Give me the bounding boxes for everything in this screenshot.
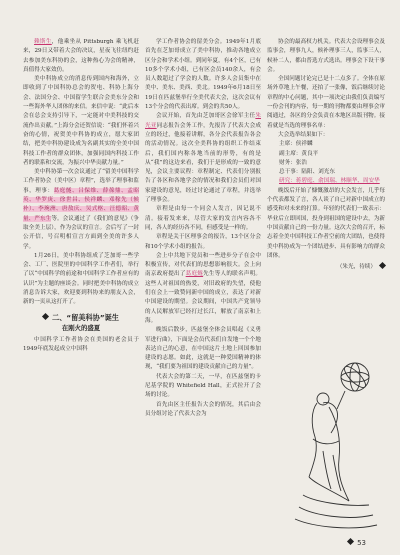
diamond-icon — [347, 538, 354, 545]
role-item: 财务：张浩 — [279, 159, 307, 166]
role-item: 主席：侯祥麟 — [279, 141, 313, 148]
paragraph: 代表大会的第二天，一早，在匹兹堡的卡尼基学院的 Whitefield Hall，正式拉开了会场的讨论。 — [145, 373, 261, 399]
paragraph: 晚饭后散步，匹兹堡全体会员唱起《义勇军进行曲》，下面是会员代表们自发地一个个地表达自己的心意，在中国这片土地上回国参加建设的志愿。如此，这就是一种爱国精神的体现，“我们要为祖国的建设贡献自己的力量”。 — [145, 327, 261, 371]
section-subtitle: 在刚火的盛夏 — [61, 323, 101, 332]
paragraph: 会议开始，首先由芝加哥区会徐军主任朱光亚同志报告会务工作，先报告了代表大会成立的经过，他接着讲解，各分会代表报告各会的活动情况。这次全美科协的组织工作结束后，我们国内称各地当前的形势，有的是从“我”的这边来看，我们于是形成的一致的意见，会议主要议程：章程制定、代表们分别报告了各区和各地学会的情况和我们会员们对国家建设的意见，经过讨论通过了章程，并选举了理事会。 — [145, 113, 261, 204]
paragraph: 1月26日，美中科协组成了芝加哥一些学会、工厂、医院里的中国科学工作者们，举行了以“中国科学的前途和中国科学工作者应有的认识”为主题的座谈会。同时把美中科协的成立消息告诉大家，欢迎要到科协来的朋友入会，新的一页从这打开了。 — [23, 252, 139, 306]
atom-statue-illustration — [283, 355, 383, 533]
paragraph: 章程是关于区理事会的报告，13个区分会和10个学术小组的报告。 — [145, 234, 261, 250]
section-title: 二、“留美科协”诞生 — [23, 313, 139, 323]
paragraph: 中国科学工作者协会在美国的老会员于1949年底发起成立中国科 — [23, 336, 139, 352]
role-item: 副主席：黄良平 — [279, 150, 319, 157]
role-item: 总干事：陆阳、刘光东 — [279, 169, 335, 176]
paragraph: 章程是由每一个同会人发言，因记说不清。接着发来来，尽管大家的发言内容各不同，各人的经历各不同，但感受是一样的。 — [145, 206, 261, 231]
paragraph: 协会的最高权力机关。代表大会设理事会及监事会，理事九人，候补理事三人，监事三人，候补二人，都由普选方式选出。理事会下设干事会。 — [267, 39, 385, 73]
page-number: 53 — [348, 539, 366, 547]
role-item: 研究：蒋碧庭、俞国瑞、林顺华、周安华 — [279, 178, 380, 185]
signature: （朱光，待续） — [267, 263, 385, 272]
highlighted-names: 葛庭燧、吕保维、薛葆鼎、孟昭英、华罗庚、徐世昌、侯祥麟、邓稼先（候补）、李琬洲、唐敖庆、吴式枢、汪德昭、黄量、严东生 — [23, 187, 139, 222]
paragraph: 全国问题讨论完已是十二点多了。全体在原场外草地上午餐，还拍了一张像，饭后继续讨论章程的中心问题，其中一项决定由我们负责编写一份会刊的内容，每一期的刊物都要由理事会审阅通过，各区的分会负责在本地区出版刊物。接着就是当选的理事名单： — [267, 76, 385, 129]
highlighted-name: 赖斯生 — [34, 39, 52, 45]
diamond-icon — [42, 313, 49, 320]
paragraph: 赖斯生，他乘坐从 Pittsburgh 乘飞机赶来，29日又带着大会的决议，星夜飞往纽约赶去参加美东科协的会，这种热心为会的精神，真值得大家效仿。 — [23, 39, 139, 73]
end-diamond-icon — [379, 262, 386, 269]
paragraph: 美中科协第一次会议通过了“留美中国科学工作者协会（美中区）章程”，选举了理事和监事，理事：葛庭燧、吕保维、薛葆鼎、孟昭英、华罗庚、徐世昌、侯祥麟、邓稼先（候补）、李琬洲、唐敖庆、吴式枢、汪德昭、黄量、严东生等。会议通过了《我们的意见》（争取全美上层），作为会议的宣言。会后写了一封公开信，号召明相宣言方面到全美的许多人学。 — [23, 169, 139, 250]
paragraph: 学工作者协会的留美分会。1949年1月底首先在芝加哥成立了美中科协，推动各地成立区分会和学术小组。到同年夏，有4个区，已有10多个学术小组，已有区会员140余人，有会员人数超过了学会的人数。许多人会员集中在美中、美东、美西、美北。1949年6月18日至19日在匹兹堡举行全美代表大会，这次会议有13个分会的代表出席。到会的共50人。 — [145, 39, 261, 111]
paragraph: 首先由区主任报告大会的情况，其后由会员分组讨论了代表大会为 — [145, 401, 261, 417]
highlighted-name: 葛庭燧 — [185, 271, 204, 278]
highlighted-name: 朱光亚 — [145, 113, 261, 129]
paragraph: 晚饭后开始了慷慨激昂的大会发言，几乎每个代表都发了言，各人谈了自己对新中国成立的感受和对未来的打算。年轻的代表们一致表示：毕业后立即回国，投身到祖国的建设中去，为新中国贡献自己的一份力量。这次大会的召开，标志着全美中国科技工作者空前的大团结，也使得美中科协成为一个团结进步、具有影响力的群众团体。 — [267, 187, 385, 259]
role-list — [267, 140, 385, 186]
paragraph: 美中科协成立的消息传到国内和海外，立即收到了中国科协总会的贺电、科协上海分会、法国分会、中国留学生联合会美东分会和一些海外华人团体的来信。来信中说：“此后本会在总会支持引导下，一定能对中美科技的交流作出贡献。”上海分会还贺信说：“我们怀着兴奋的心情，祝贺美中科协的成立，愿大家团结，把美中科协建设成为名副其实的全美中国科技工作者的群众团体，加强同国内科技工作者的联系和交流，为振兴中华贡献力量。” — [23, 76, 139, 166]
column-2 — [145, 38, 261, 419]
column-3 — [267, 38, 385, 272]
paragraph: 大会选举结果如下： — [278, 131, 329, 138]
paragraph: 会上中共地下党员和一些进步分子在会中积极宣传，对代表们的思想影响很大。会上向南京政府提出了葛庭燧先生等人的联名声明。这些人对祖国的热爱，对旧政府的失望，使他们在会上一致赞同新中国的成立，表达了对新中国建设的期望。会议期间，中国共产党领导的人民解放军已经打过长江，解放了南京和上海。 — [145, 252, 261, 324]
column-1 — [23, 38, 139, 354]
